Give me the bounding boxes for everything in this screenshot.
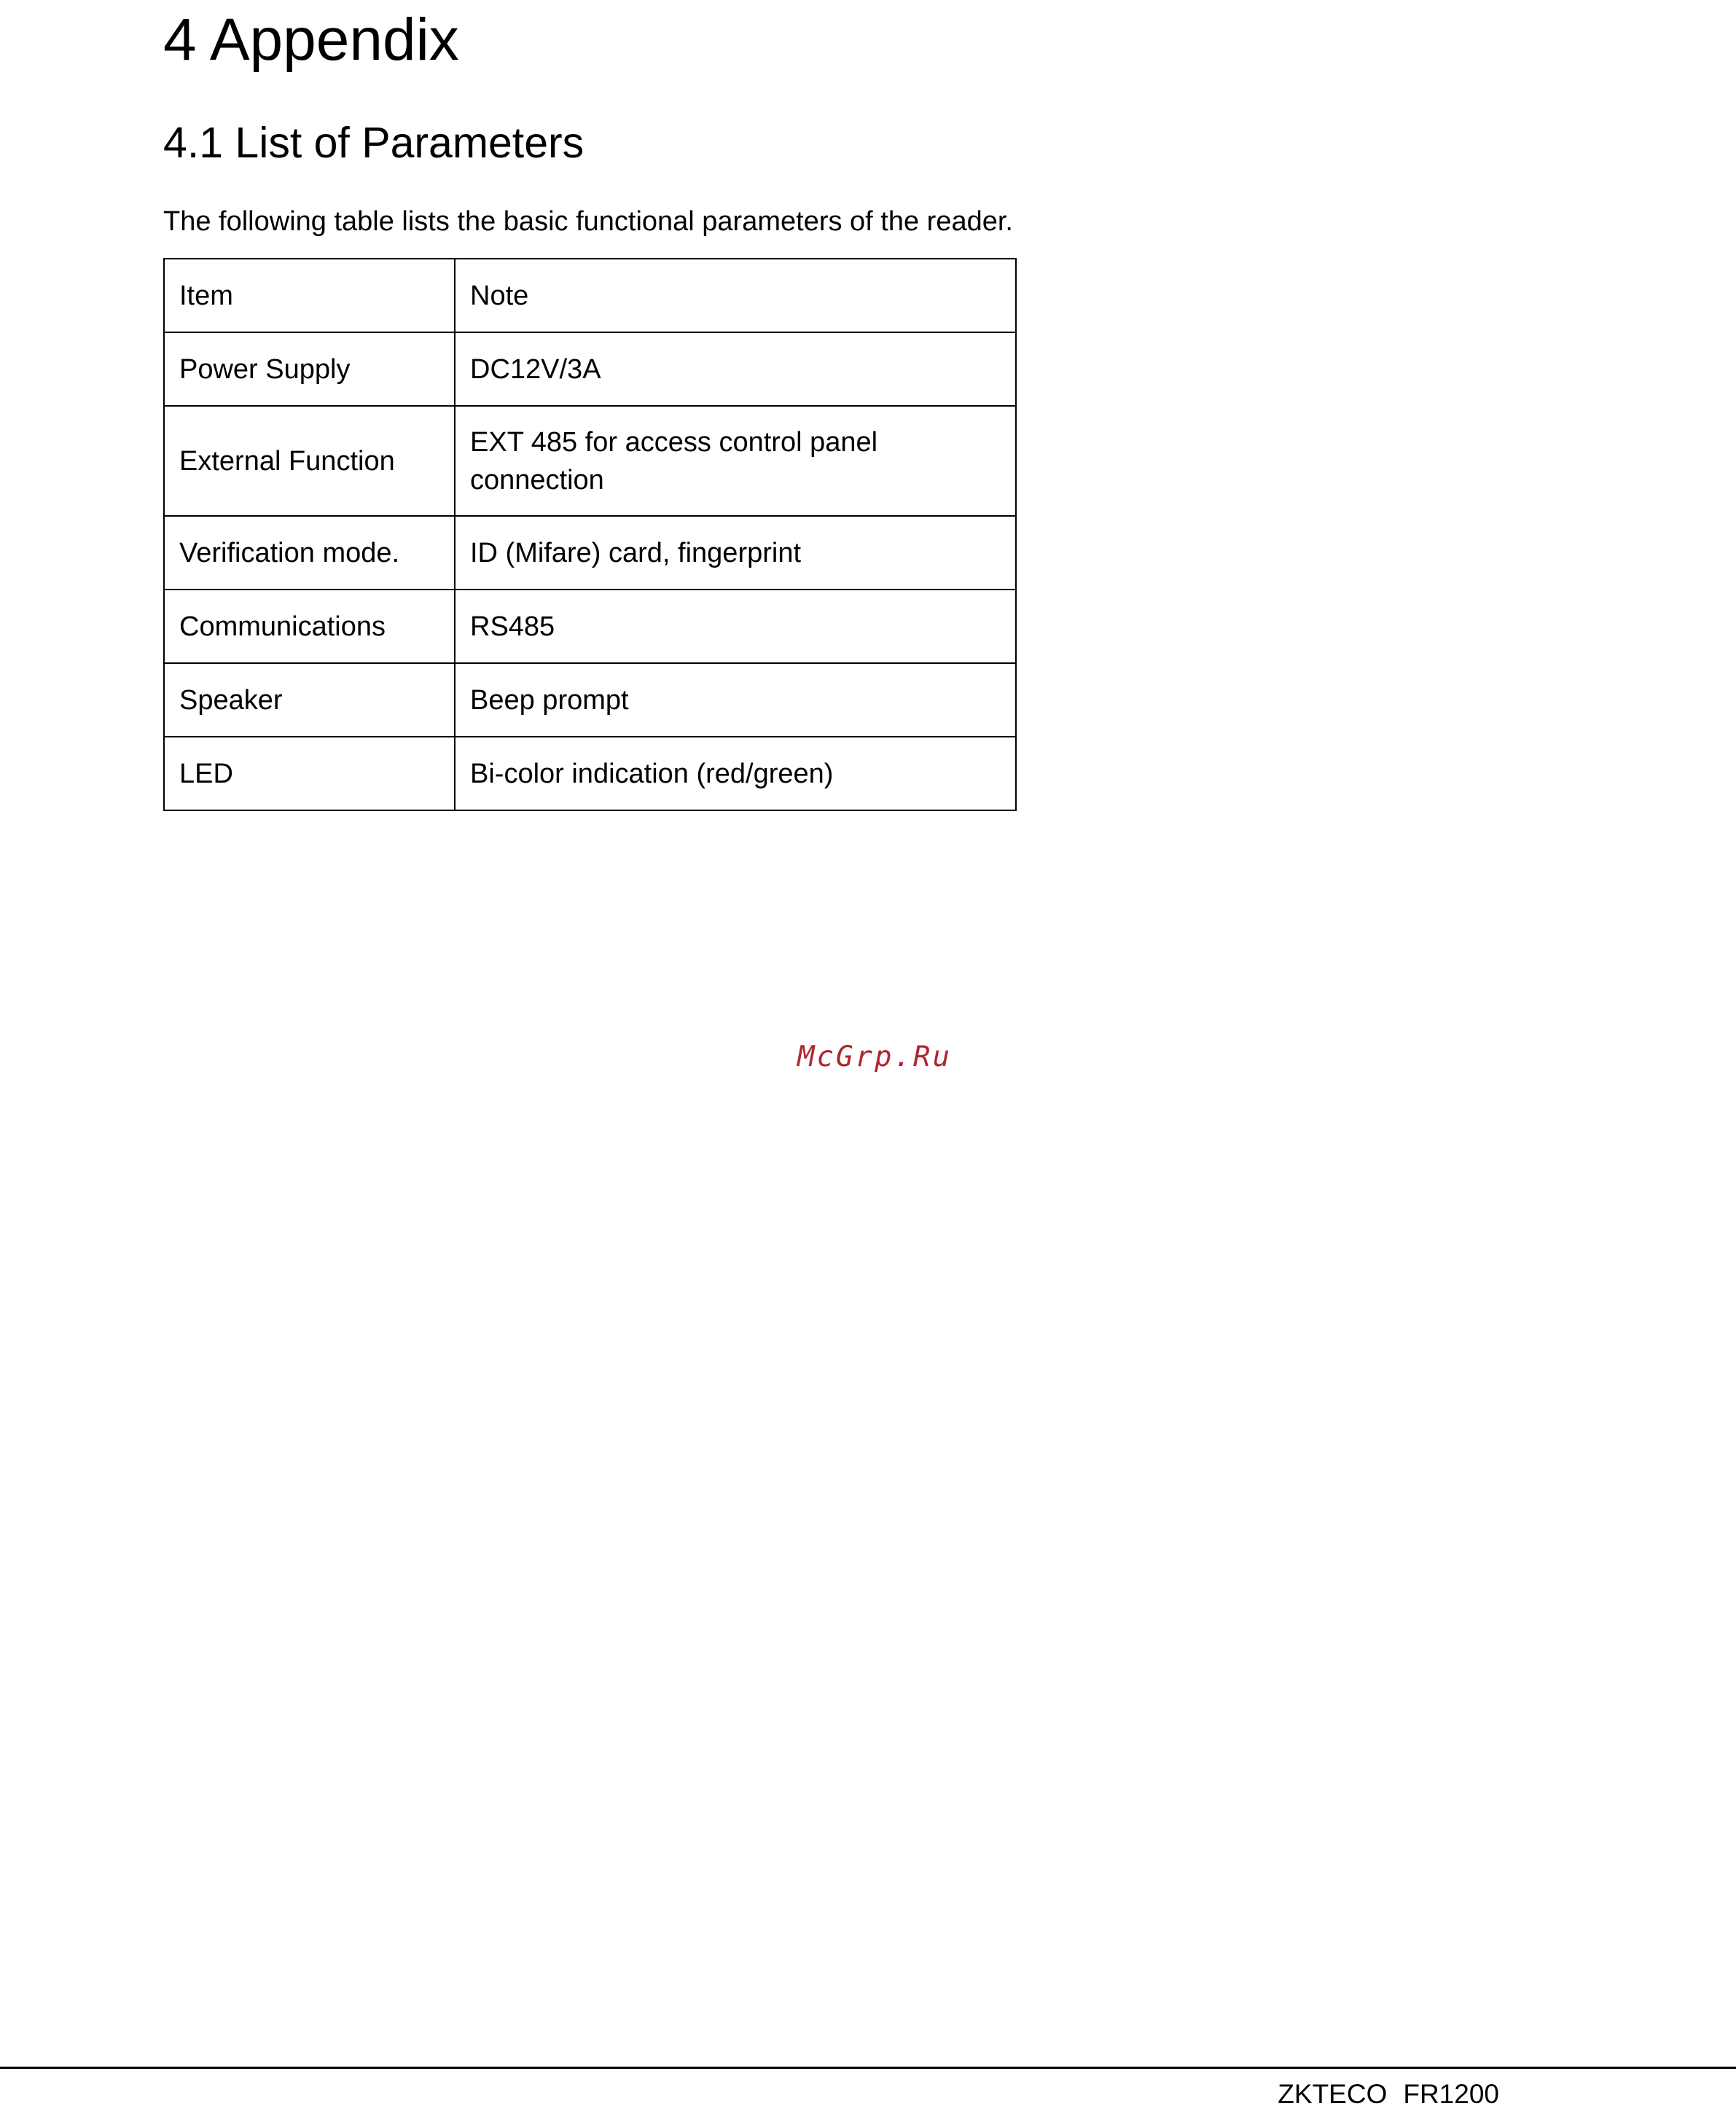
header-cell-item: Item bbox=[164, 259, 455, 332]
table-row bbox=[164, 590, 1016, 663]
item-cell: Power Supply bbox=[164, 332, 455, 406]
table-header-row bbox=[164, 259, 1016, 332]
parameters-table bbox=[163, 258, 1017, 811]
header-cell-note: Note bbox=[455, 259, 1016, 332]
item-cell: Speaker bbox=[164, 663, 455, 737]
item-cell: External Function bbox=[164, 406, 455, 516]
section-title: 4.1 List of Parameters bbox=[163, 119, 584, 167]
table-row bbox=[164, 406, 1016, 516]
note-cell: DC12V/3A bbox=[455, 332, 1016, 406]
note-cell: EXT 485 for access control panel connection bbox=[455, 406, 1016, 516]
table-row bbox=[164, 332, 1016, 406]
table-row bbox=[164, 737, 1016, 810]
footer-brand: ZKTECO bbox=[1278, 2079, 1388, 2109]
note-cell: ID (Mifare) card, fingerprint bbox=[455, 516, 1016, 590]
chapter-title: 4 Appendix bbox=[163, 7, 459, 73]
table-row bbox=[164, 516, 1016, 590]
page-footer bbox=[1278, 2078, 1499, 2110]
item-cell: Verification mode. bbox=[164, 516, 455, 590]
note-cell: Beep prompt bbox=[455, 663, 1016, 737]
watermark-text: McGrp.Ru bbox=[797, 1041, 952, 1073]
footer-divider bbox=[0, 2067, 1736, 2069]
intro-paragraph: The following table lists the basic functional parameters of the reader. bbox=[163, 206, 1013, 237]
item-cell: Communications bbox=[164, 590, 455, 663]
item-cell: LED bbox=[164, 737, 455, 810]
table-row bbox=[164, 663, 1016, 737]
footer-model: FR1200 bbox=[1403, 2079, 1499, 2109]
note-cell: Bi-color indication (red/green) bbox=[455, 737, 1016, 810]
note-cell: RS485 bbox=[455, 590, 1016, 663]
